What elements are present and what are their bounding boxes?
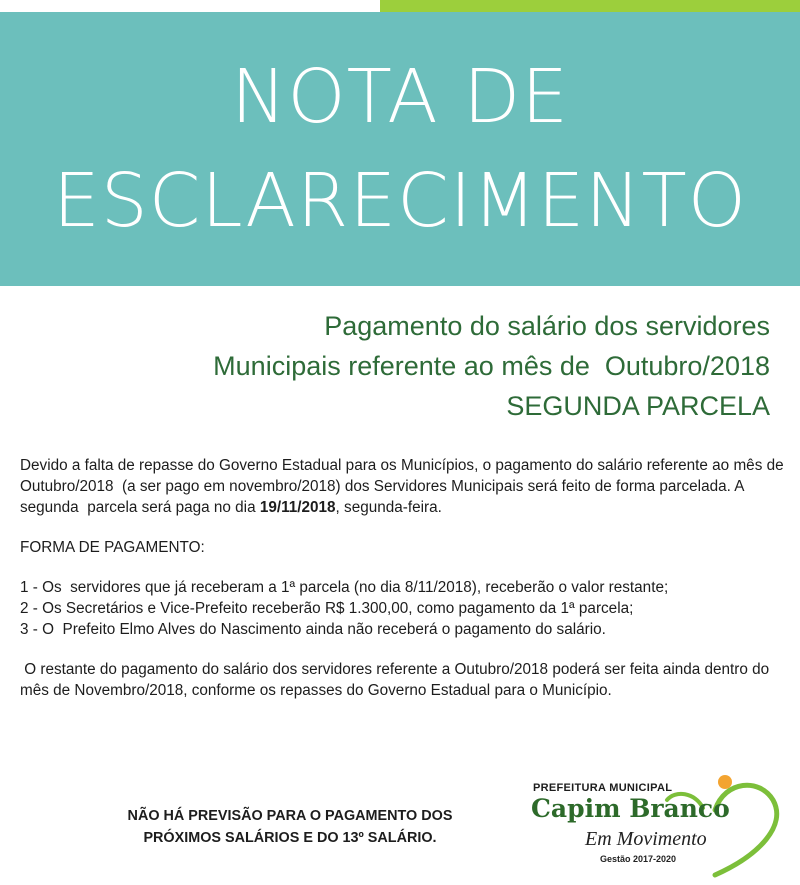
- body-text: [20, 455, 790, 701]
- list-item: 2 - Os Secretários e Vice-Prefeito receberão R$ 1.300,00, como pagamento da 1ª parcela;: [20, 600, 634, 617]
- footer-note-line2: PRÓXIMOS SALÁRIOS E DO 13º SALÁRIO.: [143, 830, 437, 846]
- footer-note: [60, 805, 520, 849]
- intro-text: Devido a falta de repasse do Governo Estadual para os Municípios, o pagamento do salário referente ao mês de Outubro/2018 (a ser pago em novembro/2018) dos Servidores Municipais será feito de forma parcelada. A segunda parcela será paga no dia: [20, 457, 788, 516]
- title-banner: [0, 12, 800, 286]
- banner-title-line2: ESCLARECIMENTO: [52, 158, 748, 244]
- subtitle-line3: SEGUNDA PARCELA: [506, 391, 770, 421]
- intro-date: 19/11/2018: [259, 499, 336, 516]
- logo-brand: Capim Branco: [531, 794, 730, 823]
- logo-gestao: Gestão 2017-2020: [600, 854, 677, 864]
- list-item: 3 - O Prefeito Elmo Alves do Nascimento ainda não receberá o pagamento do salário.: [20, 621, 606, 638]
- municipal-logo: [525, 770, 790, 880]
- banner-title-line1: NOTA DE: [231, 54, 569, 140]
- logo-motto: Em Movimento: [585, 828, 707, 850]
- list-item: 1 - Os servidores que já receberam a 1ª parcela (no dia 8/11/2018), receberão o valor restante;: [20, 579, 669, 596]
- subtitle: [30, 306, 770, 426]
- closing-paragraph: O restante do pagamento do salário dos servidores referente a Outubro/2018 poderá ser feita ainda dentro do mês de Novembro/2018, conforme os repasses do Governo Estadual para o Município.: [20, 661, 774, 699]
- logo-small-title: PREFEITURA MUNICIPAL: [533, 782, 673, 794]
- footer-note-line1: NÃO HÁ PREVISÃO PARA O PAGAMENTO DOS: [127, 808, 453, 824]
- forma-heading: FORMA DE PAGAMENTO:: [20, 539, 205, 556]
- top-accent-bar: [380, 0, 800, 12]
- intro-paragraph: [20, 455, 790, 518]
- subtitle-line1: Pagamento do salário dos servidores: [324, 311, 770, 341]
- intro-text-end: , segunda-feira.: [335, 499, 442, 516]
- subtitle-line2: Municipais referente ao mês de Outubro/2018: [213, 351, 770, 381]
